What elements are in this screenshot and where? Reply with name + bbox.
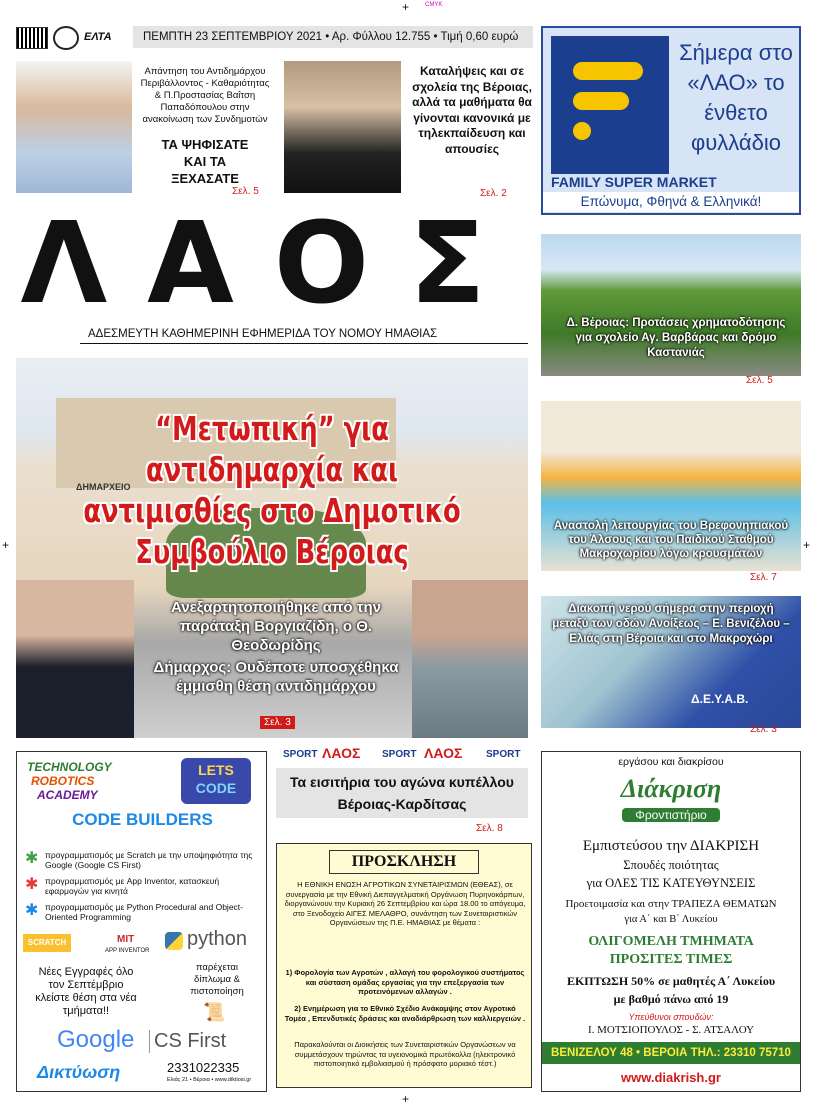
code-builders-ad[interactable] <box>16 751 267 1092</box>
registration-mark-bottom: + <box>402 1092 410 1106</box>
blue-star-icon: ✱ <box>25 902 39 919</box>
side3-shirt: Δ.Ε.Υ.Α.Β. <box>691 692 749 706</box>
ad3-l1: Εμπιστεύσου την ΔΙΑΚΡΙΣΗ <box>582 838 760 854</box>
ad2-mit: MIT <box>117 934 135 945</box>
ad2-phone: 2331022335 <box>167 1060 240 1075</box>
water-photo[interactable] <box>541 596 801 728</box>
main-sub1: Ανεξαρτητοποιήθηκε από την παράταξη Βοργιαζίδη, ο Θ. Θεοδωρίδης <box>171 599 381 654</box>
ad3-l7: ΠΡΟΣΙΤΕΣ ΤΙΜΕΣ <box>609 952 733 967</box>
ad3-l5: για Α΄ και Β΄ Λυκείου <box>624 914 718 925</box>
ad1-text: Σήμερα στο «ΛΑΟ» το ένθετο φυλλάδιο <box>679 40 793 155</box>
sport-tag-3: SPORT <box>382 749 417 760</box>
sport-headline[interactable]: Τα εισιτήρια του αγώνα κυπέλλου Βέροιας-Καρδίτσας <box>276 768 528 818</box>
registration-mark-left: + <box>2 538 10 552</box>
ad2-brand: Δικτύωση <box>37 1062 121 1082</box>
ad3-l3: για ΟΛΕΣ ΤΙΣ ΚΑΤΕΥΘΥΝΣΕΙΣ <box>586 876 756 890</box>
ad3-web[interactable]: www.diakrish.gr <box>621 1070 721 1085</box>
story2-page: Σελ. 2 <box>480 188 507 199</box>
python-icon <box>165 932 183 950</box>
side1-text: Δ. Βέροιας: Προτάσεις χρηματοδότησης για σχολείο Αγ. Βαρβάρας και δρόμο Καστανιάς <box>566 317 786 359</box>
story1-page: Σελ. 5 <box>232 186 259 197</box>
ad1-brand: FAMILY SUPER MARKET <box>551 174 717 190</box>
ad3-l9: με βαθμό πάνω από 19 <box>613 992 729 1006</box>
ad2-code: CODE <box>195 780 237 796</box>
registration-mark-right: + <box>803 538 811 552</box>
story2-headline: Καταλήψεις και σε σχολεία της Βέροιας, αλλά τα μαθήματα θα γίνονται κανονικά με τηλεκπαίδευση και απουσίες <box>412 64 532 156</box>
side2-page: Σελ. 7 <box>750 572 777 583</box>
ad3-logo-sub: Φροντιστήριο <box>622 808 720 822</box>
invite-body: Η ΕΘΝΙΚΗ ΕΝΩΣΗ ΑΓΡΟΤΙΚΩΝ ΣΥΝΕΤΑΙΡΙΣΜΩΝ (ΕΘΕΑΣ), σε συνεργασία με την Εθνική Διεπαγγελματική Οργάνωση Πυρηνοκάρπων, διοργανώνουν την Κυριακή 26 Σεπτεμβρίου και ώρα 18.00 το απόγευμα, στο Ξενοδοχείο ΑΙΓΕΣ ΜΕΛΑΘΡΟ, συνάντηση των Συνεταιριστικών Οργανώσεων της Π.Ε. ΗΜΑΘΙΑΣ με θέματα : <box>284 880 526 928</box>
ad3-resp-label: Υπεύθυνοι σπουδών: <box>628 1012 714 1022</box>
ad2-google: Google <box>57 1026 135 1053</box>
invite-p1: 1) Φορολογία των Αγροτών , αλλαγή του φορολογικού συστήματος και σύσταση ομάδας εργασίας για την επεξεργασία των προτεινόμενων αλλαγών . <box>285 968 525 997</box>
invite-p2: 2) Ενημέρωση για το Εθνικό Σχέδιο Ανάκαμψης στον Αγροτικό Τομέα , Επενδυτικές δράσεις και αναδιάρθρωση των καλλιεργειών . <box>284 1004 526 1023</box>
invitation-box <box>276 843 532 1088</box>
ad2-title: CODE BUILDERS <box>72 810 213 829</box>
ad3-top: εργάσου και διακρίσου <box>618 756 724 768</box>
ad3-address: ΒΕΝΙΖΕΛΟΥ 48 • ΒΕΡΟΙΑ ΤΗΛ.: 23310 75710 <box>542 1042 800 1064</box>
ad3-l4: Προετοιμασία και στην ΤΡΑΠΕΖΑ ΘΕΜΑΤΩΝ <box>565 898 777 910</box>
politician-photo <box>16 61 132 193</box>
diakrisi-ad[interactable] <box>541 751 801 1092</box>
ad2-app-inventor: APP INVENTOR <box>105 948 150 954</box>
story1-headline: ΤΑ ΨΗΦΙΣΑΤΕ ΚΑΙ ΤΑ ΞΕΧΑΣΑΤΕ <box>161 137 249 186</box>
cmyk-label: CMYK <box>425 2 443 8</box>
main-sub2: Δήμαρχος: Ουδέποτε υποσχέθηκα έμμισθη θέση αντιδημάρχου <box>153 659 399 695</box>
postal-seal-icon <box>53 26 79 50</box>
ad2-logo-line2: ROBOTICS <box>31 774 95 788</box>
ad3-logo: Διάκριση <box>620 774 722 803</box>
nursery-photo[interactable] <box>541 401 801 571</box>
sport-tag-5: SPORT <box>486 749 521 760</box>
town-hall-photo[interactable] <box>16 358 528 738</box>
ad3-resp: Ι. ΜΟΤΣΙΟΠΟΥΛΟΣ - Σ. ΑΤΣΑΛΟΥ <box>587 1024 755 1036</box>
masthead-title: ΛΑΟΣ <box>20 199 526 329</box>
ad3-l6: ΟΛΙΓΟΜΕΛΗ ΤΜΗΜΑΤΑ <box>588 934 754 949</box>
ad2-item3: προγραμματισμός με Python Procedural and Object-Oriented Programming <box>45 902 243 922</box>
green-star-icon: ✱ <box>25 850 39 867</box>
ad1-slogan: Επώνυμα, Φθηνά & Ελληνικά! <box>543 192 799 212</box>
ad2-logo-line1: TECHNOLOGY <box>27 760 112 774</box>
school-road-photo[interactable] <box>541 234 801 376</box>
story1-intro: Απάντηση του Αντιδημάρχου Περιβάλλοντος - Καθαριότητας & Π.Προστασίας Βαΐτση Παπαδόπουλου στην ανακοίνωση των Συνδημοτών <box>140 66 270 125</box>
building-sign: ΔΗΜΑΡΧΕΙΟ <box>76 482 131 492</box>
side3-page: Σελ. 3 <box>750 724 777 735</box>
ad2-item1: προγραμματισμός με Scratch με την υποψηφιότητα της Google (Google CS First) <box>45 850 253 870</box>
barcode-logo <box>16 27 48 49</box>
side3-text: Διακοπή νερού σήμερα στην περιοχή μεταξύ των οδών Ανοίξεως – Ε. Βενιζέλου – Ελιάς στη Βέροια και στο Μακροχώρι <box>552 603 790 645</box>
official-photo <box>284 61 401 193</box>
ad2-item2: προγραμματισμός με App Inventor, κατασκευή εφαρμογών για κινητά <box>45 876 220 896</box>
masthead-subtitle: ΑΔΕΣΜΕΥΤΗ ΚΑΘΗΜΕΡΙΝΗ ΕΦΗΜΕΡΙΔΑ ΤΟΥ ΝΟΜΟΥ ΗΜΑΘΙΑΣ <box>88 328 438 340</box>
ad2-logo-line3: ACADEMY <box>37 788 98 802</box>
councillor-photo <box>16 580 134 738</box>
sport-tag-2: ΛΑΟΣ <box>322 745 361 761</box>
red-star-icon: ✱ <box>25 876 39 893</box>
ad2-lets: LETS <box>198 762 234 778</box>
ad2-csfirst: CS First <box>149 1030 226 1053</box>
sport-tag-1: SPORT <box>283 749 318 760</box>
side2-text: Αναστολή λειτουργίας του Βρεφονηπιακού του Άλσους και του Παιδικού Σταθμού Μακροχωρίου λόγω κρουσμάτων <box>553 520 789 560</box>
family-supermarket-ad[interactable] <box>541 26 801 215</box>
invite-title: ΠΡΟΣΚΛΗΣΗ <box>329 850 479 874</box>
masthead-rule <box>80 343 528 344</box>
registration-mark-top: + <box>402 0 410 14</box>
ad3-l8: ΕΚΠΤΩΣΗ 50% σε μαθητές Α΄ Λυκείου <box>566 974 776 988</box>
ad2-left-note: Νέες Εγγραφές όλο τον Σεπτέμβριο κλείστε θέση στα νέα τμήματα!! <box>35 966 137 1017</box>
mayor-photo <box>412 580 528 738</box>
sport-page: Σελ. 8 <box>476 823 503 834</box>
family-logo-icon <box>551 36 669 174</box>
ad2-address: Ελιάς 21 • Βέροια • www.diktiosi.gr <box>167 1077 252 1083</box>
ad2-right-note: παρέχεται δίπλωμα & πιστοποίηση <box>190 962 244 997</box>
side1-page: Σελ. 5 <box>746 375 773 386</box>
ad2-scratch: SCRATCH <box>23 934 71 952</box>
main-page: Σελ. 3 <box>260 716 295 729</box>
ad3-l2: Σπουδές ποιότητας <box>623 858 719 872</box>
date-line: ΠΕΜΠΤΗ 23 ΣΕΠΤΕΜΒΡΙΟΥ 2021 • Αρ. Φύλλου 12.755 • Τιμή 0,60 ευρώ <box>133 26 533 48</box>
ad2-python: python <box>187 928 248 950</box>
invite-p3: Παρακαλούνται οι Διοικήσεις των Συνεταιριστικών Οργανώσεων να συμμετάσχουν τηρώντας τα υγειονομικά πρωτόκολλα (ηλεκτρονικό πιστοποιητικό εμβολιασμού ή πρόσφατο μοριακό τέστ.) <box>294 1040 516 1069</box>
main-headline: “Μετωπική” για αντιδημαρχία και αντιμισθίες στο Δημοτικό Συμβούλιο Βέροιας <box>83 409 461 571</box>
elta-logo: ΕΛΤΑ <box>84 31 112 43</box>
sport-tag-4: ΛΑΟΣ <box>424 745 463 761</box>
diploma-icon: 📜 <box>203 1002 226 1022</box>
